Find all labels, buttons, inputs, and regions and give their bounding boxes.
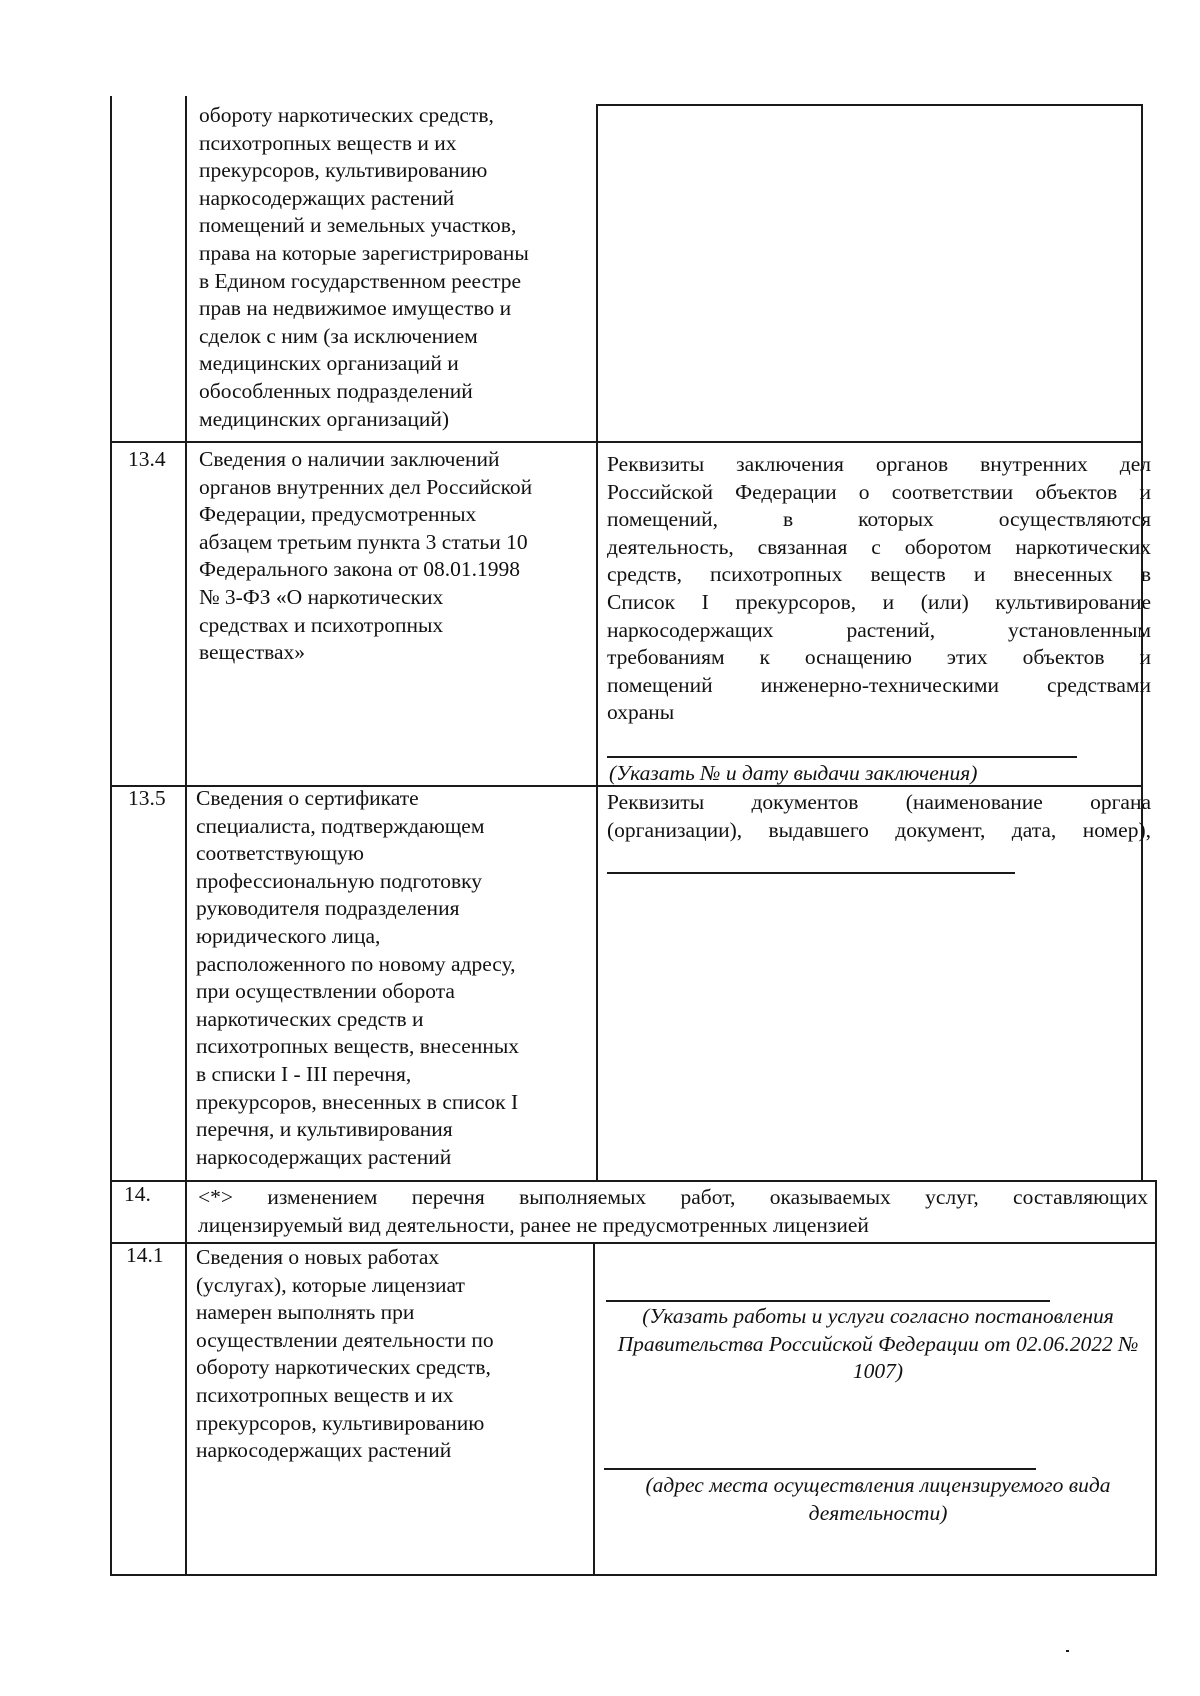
- table-col-divider-1: [185, 96, 187, 1576]
- row-13-4-fill-line[interactable]: [607, 756, 1077, 758]
- row-14-1-address-fill-line[interactable]: [604, 1468, 1036, 1470]
- table-border-bottom: [110, 1574, 1157, 1576]
- row-13-5-number: 13.5: [128, 786, 166, 810]
- row-13-4-number: 13.4: [128, 447, 166, 471]
- table-border-left: [110, 96, 112, 1576]
- row-13-5-line: Реквизиты документов (наименование органа: [607, 790, 1151, 814]
- row-13-4-line: Список I прекурсоров, и (или) культивирование: [607, 589, 1151, 614]
- row-13-4-line: Реквизиты заключения органов внутренних дел: [607, 452, 1151, 476]
- row-13-4-line: требованиям к оснащению этих объектов и: [607, 645, 1151, 670]
- table-top-right-line: [596, 104, 1143, 106]
- row-14-heading-line1: <*> изменением перечня выполняемых работ, оказываемых услуг, составляющих: [198, 1185, 1148, 1209]
- row-13-4-line-last: охраны: [607, 700, 675, 725]
- row-14-1-description: Сведения о новых работах (услугах), которые лицензиат намерен выполнять при осуществлении деятельности по обороту наркотических средств, психотропных веществ и их прекурсоров, культивированию наркосодержащих растений: [196, 1245, 494, 1463]
- row-14-1-address-hint: (адрес места осуществления лицензируемого вида деятельности): [645, 1473, 1111, 1525]
- row-13-4-line: деятельность, связанная с оборотом наркотических: [607, 534, 1151, 559]
- row-14-number: 14.: [124, 1182, 151, 1206]
- row-14-1-works-fill-line[interactable]: [606, 1300, 1050, 1302]
- row-13-4-line: помещений, в которых осуществляются: [607, 507, 1151, 532]
- row-13-5-description: Сведения о сертификате специалиста, подтверждающем соответствующую профессиональную подготовку руководителя подразделения юридического лица, расположенного по новому адресу, при осуществлении оборота наркотических средств и психотропных веществ, внесенных в списки I - III перечня, прекурсоров, внесенных в список I перечня, и культивирования наркосодержащих растений: [196, 786, 520, 1169]
- row-13-4-description: Сведения о наличии заключений органов внутренних дел Российской Федерации, предусмотренных абзацем третьим пункта 3 статьи 10 Федерального закона от 08.01.1998 № 3-ФЗ «О наркотических средствах и психотропных веществах»: [199, 447, 533, 665]
- table-col-divider-2b: [593, 1244, 595, 1576]
- row-13-3-description: обороту наркотических средств, психотропных веществ и их прекурсоров, культивированию наркосодержащих растений помещений и земельных участков, права на которые зарегистрированы в Едином государственном реестре прав на недвижимое имущество и сделок с ним (за исключением медицинских организаций и обособленных подразделений медицинских организаций): [199, 103, 529, 431]
- scan-speck: [1066, 1650, 1069, 1652]
- row-separator-14: [110, 1180, 1157, 1182]
- row-14-1-works-hint: (Указать работы и услуги согласно постановления Правительства Российской Федерации от 02.06.2022 № 1007): [617, 1304, 1139, 1384]
- table-col-divider-2: [596, 104, 598, 1182]
- row-separator-13-4: [110, 441, 1143, 443]
- row-14-1-number: 14.1: [126, 1243, 164, 1267]
- row-13-4-hint: (Указать № и дату выдачи заключения): [609, 761, 978, 785]
- row-13-5-line: (организации), выдавшего документ, дата, номер),: [607, 817, 1151, 842]
- row-13-5-requirements: [607, 789, 1151, 844]
- row-13-4-requirements: [607, 451, 1151, 727]
- row-13-4-line: Российской Федерации о соответствии объектов и: [607, 479, 1151, 504]
- row-13-5-fill-line[interactable]: [607, 872, 1015, 874]
- row-13-4-line: средств, психотропных веществ и внесенных в: [607, 562, 1151, 587]
- row-13-4-line: помещений инженерно-техническими средствами: [607, 672, 1151, 697]
- row-13-4-line: наркосодержащих растений, установленным: [607, 617, 1151, 642]
- row-14-heading-line2: лицензируемый вид деятельности, ранее не предусмотренных лицензией: [198, 1212, 869, 1237]
- row-14-heading: [198, 1184, 1148, 1239]
